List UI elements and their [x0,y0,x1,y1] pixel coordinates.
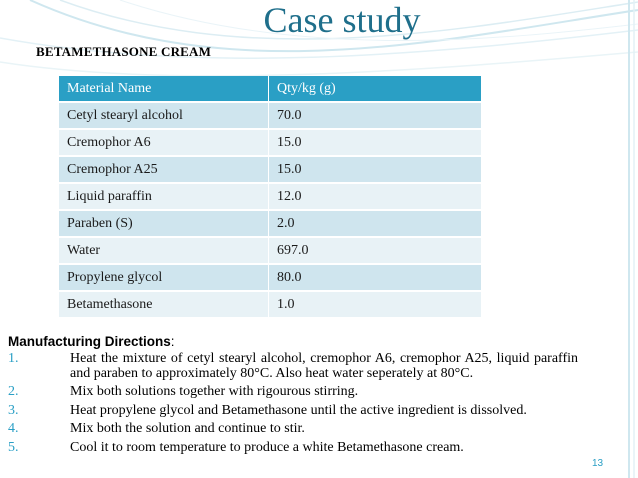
step-text: Mix both solutions together with rigourous stirring. [70,384,359,399]
table-row [59,237,482,264]
quantity-cell: 697.0 [269,237,482,264]
quantity-cell: 80.0 [269,264,482,291]
list-item [0,441,600,456]
quantity-cell: 1.0 [269,291,482,318]
step-text: Cool it to room temperature to produce a white Betamethasone cream. [70,439,464,455]
material-cell: Propylene glycol [59,264,269,291]
quantity-cell: 12.0 [269,183,482,210]
quantity-cell: 70.0 [269,102,482,129]
header-material-name: Material Name [59,76,269,102]
table-row [59,156,482,183]
table-row [59,264,482,291]
material-cell: Cremophor A25 [59,156,269,183]
formula-table [58,76,482,319]
step-text: Heat propylene glycol and Betamethasone until the active ingredient is dissolved. [70,402,527,418]
material-cell: Cetyl stearyl alcohol [59,102,269,129]
step-text: Heat the mixture of cetyl stearyl alcohol, cremophor A6, cremophor A25, liquid paraffin and paraben to approximately 80°C. Also heat water seperately at 80°C. [70,351,578,381]
material-cell: Cremophor A6 [59,129,269,156]
step-number: 1. [8,351,19,366]
list-item [0,385,600,400]
quantity-cell: 15.0 [269,129,482,156]
material-cell: Liquid paraffin [59,183,269,210]
directions-heading-colon: : [170,334,175,349]
step-text: Mix both the solution and continue to stir. [70,421,305,436]
step-number: 4. [8,421,19,436]
table-row [59,291,482,318]
quantity-cell: 2.0 [269,210,482,237]
table-row [59,210,482,237]
list-item [0,352,600,381]
directions-list [0,352,600,459]
table-row [59,102,482,129]
table-row [59,129,482,156]
material-cell: Betamethasone [59,291,269,318]
step-number: 3. [8,402,19,418]
material-cell: Paraben (S) [59,210,269,237]
table-row [59,183,482,210]
directions-heading [8,334,175,349]
quantity-cell: 15.0 [269,156,482,183]
page-number: 13 [592,458,604,469]
slide-title: Case study [263,0,421,40]
formula-table-container [58,76,482,319]
slide-subtitle: BETAMETHASONE CREAM [36,44,212,59]
step-number: 5. [8,439,19,455]
list-item [0,422,600,437]
directions-heading-text: Manufacturing Directions [8,334,171,349]
step-number: 2. [8,384,19,399]
material-cell: Water [59,237,269,264]
table-header-row [59,76,482,102]
header-quantity: Qty/kg (g) [269,76,482,102]
list-item [0,404,600,419]
